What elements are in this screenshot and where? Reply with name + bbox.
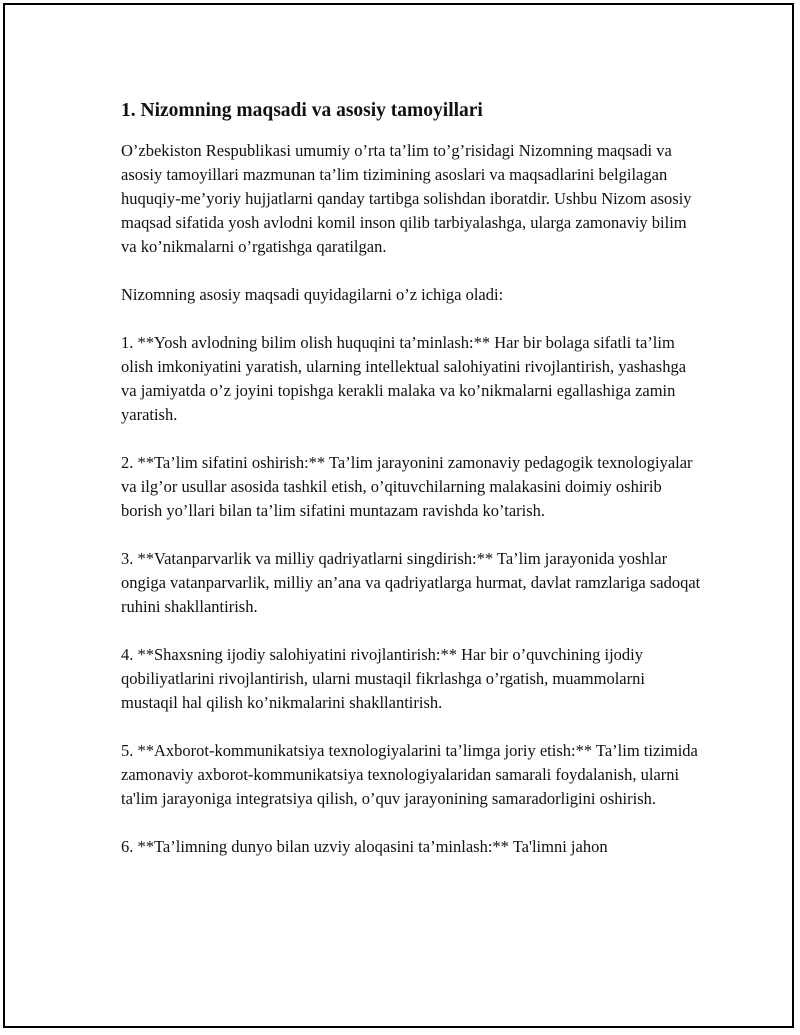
document-body (121, 97, 701, 883)
section-heading: 1. Nizomning maqsadi va asosiy tamoyillari (121, 100, 483, 121)
document-page (3, 3, 794, 1028)
intro-paragraph: O’zbekiston Respublikasi umumiy o’rta ta’lim to’g’risidagi Nizomning maqsadi va asosiy tamoyillari mazmunan ta’lim tizimining asoslari va maqsadlarini belgilagan huquqiy-me’yoriy hujjatlarni qanday tartibga solishdan iboratdir. Ushbu Nizom asosiy maqsad sifatida yosh avlodni komil inson qilib tarbiyalashga, ularga zamonaviy bilim va ko’nikmalarni o’rgatishga qaratilgan. (121, 141, 692, 256)
goal-item-4: 4. **Shaxsning ijodiy salohiyatini rivojlantirish:** Har bir o’quvchining ijodiy qobiliyatlarini rivojlantirish, ularni mustaqil fikrlashga o’rgatish, muammolarni mustaqil hal qilish ko’nikmalarini shakllantirish. (121, 645, 645, 712)
goal-item-2: 2. **Ta’lim sifatini oshirish:** Ta’lim jarayonini zamonaviy pedagogik texnologiyalar va ilg’or usullar asosida tashkil etish, o’qituvchilarning malakasini doimiy oshirib borish yo’llari bilan ta’lim sifatini muntazam ravishda ko’tarish. (121, 453, 693, 520)
goal-item-6: 6. **Ta’limning dunyo bilan uzviy aloqasini ta’minlash:** Ta'limni jahon (121, 837, 608, 856)
goal-item-3: 3. **Vatanparvarlik va milliy qadriyatlarni singdirish:** Ta’lim jarayonida yoshlar ongiga vatanparvarlik, milliy an’ana va qadriyatlarga hurmat, davlat ramzlariga sadoqat ruhini shakllantirish. (121, 549, 701, 616)
goals-lead-paragraph: Nizomning asosiy maqsadi quyidagilarni o’z ichiga oladi: (121, 285, 504, 304)
goal-item-1: 1. **Yosh avlodning bilim olish huquqini ta’minlash:** Har bir bolaga sifatli ta’lim olish imkoniyatini yaratish, ularning intellektual salohiyatini rivojlantirish, yashashga va jamiyatda o’z joyini topishga kerakli malaka va ko’nikmalarni egallashiga zamin yaratish. (121, 333, 687, 424)
goal-item-5: 5. **Axborot-kommunikatsiya texnologiyalarini ta’limga joriy etish:** Ta’lim tizimida zamonaviy axborot-kommunikatsiya texnologiyalaridan samarali foydalanish, ularni ta'lim jarayoniga integratsiya qilish, o’quv jarayonining samaradorligini oshirish. (121, 741, 698, 808)
